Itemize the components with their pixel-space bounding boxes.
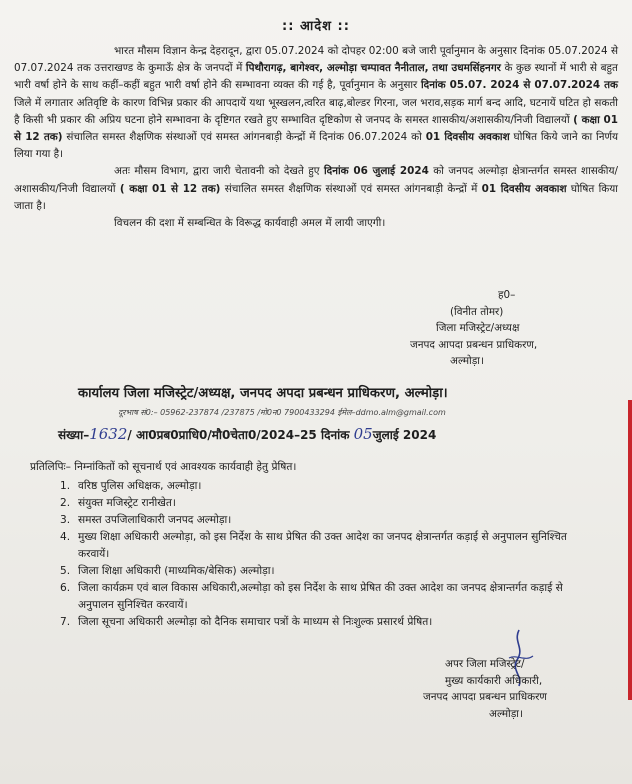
- list-number: 7.: [60, 616, 71, 628]
- list-text: वरिष्ठ पुलिस अधिक्षक, अल्मोड़ा।: [78, 480, 202, 492]
- ref-number-handwritten: 1632: [89, 425, 128, 443]
- paragraph-1: [14, 43, 618, 163]
- copy-to-list: [60, 478, 592, 631]
- signatory-place: अल्मोड़ा।: [489, 707, 523, 720]
- signatory-designation: अपर जिला मजिस्ट्रेट/: [445, 658, 525, 670]
- list-item: [60, 495, 592, 512]
- list-text: मुख्य शिक्षा अधिकारी अल्मोड़ा, को इस निर्देश के साथ प्रेषित की उक्त आदेश का जनपद क्षेत्रान्तर्गत कड़ाई से अनुपालन सुनिश्चित करवायें।: [78, 531, 567, 560]
- district-names: पिथौरागढ़, बागेश्वर, अल्मोड़ा चम्पावत नैनीताल, तथा उधमसिंहनगर: [245, 62, 501, 75]
- signatory-place: अल्मोड़ा।: [450, 355, 484, 367]
- text-run: को जनपद अल्मोड़ा क्षेत्रान्तर्गत समस्त शासकीय/अशासकीय/निजी विद्यालयों: [14, 165, 618, 195]
- holiday-text: 01 दिवसीय अवकाश: [481, 182, 567, 195]
- text-run: अतः मौसम विभाग, द्वारा जारी चेतावनी को देखते हुए: [114, 165, 324, 178]
- class-range: ( कक्षा 01 से 12 तक): [14, 113, 618, 144]
- signatory-role: मुख्य कार्यकारी अधिकारी,: [445, 674, 543, 687]
- text-run: जिले में लगातार अतिवृष्टि के कारण विभिन्न प्रकार की आपदायें यथा भूस्खलन,त्वरित बाढ़,बोल्डर गिरना, जल भराव,सड़क मार्ग बन्द आदि, घटनायें घटित हो सकती है किसी भी प्रकार की अप्रिय घटना होने सम्भावना के दृष्टिगत रखते हुए सम्भावित दृष्टिकोण से जनपद के समस्त शासकीय/अशासकीय/निजी विद्यालयों: [14, 96, 618, 126]
- signature-block-dm: [410, 287, 537, 370]
- signatory-authority: जनपद आपदा प्रबन्धन प्राधिकरण,: [410, 338, 538, 351]
- ref-middle: / आ0प्रब0प्राधि0/मौ0चेता0/2024–25 दिनांक: [127, 428, 354, 442]
- copy-to-title: प्रतिलिपिः– निम्नांकितों को सूचनार्थ एवं आवश्यक कार्यवाही हेतु प्रेषित।: [30, 461, 297, 473]
- ref-prefix: संख्या–: [58, 428, 90, 442]
- text-run: भारत मौसम विज्ञान केन्द्र देहरादून, द्वारा 05.07.2024 को दोपहर 02:00 बजे जारी पूर्वानुमान के अनुसार दिनांक 05.07.2024 से 07.07.2024 तक उत्तराखण्ड के कुमाऊँ क्षेत्र के जनपदों में: [14, 45, 618, 75]
- list-item: [60, 529, 592, 563]
- list-item: [60, 512, 592, 529]
- class-range: ( कक्षा 01 से 12 तक): [119, 182, 221, 195]
- paragraph-3: विचलन की दशा में सम्बन्धित के विरूद्ध कार्यवाही अमल में लायी जाएगी।: [114, 217, 386, 230]
- list-number: 4.: [60, 531, 71, 543]
- ref-day-handwritten: 05: [353, 425, 373, 443]
- list-number: 1.: [60, 480, 71, 492]
- page-edge-red-strip: [628, 400, 632, 700]
- paragraph-2: [14, 163, 618, 215]
- list-text: जिला शिक्षा अधिकारी (माध्यमिक/बेसिक) अल्मोड़ा।: [78, 565, 275, 577]
- reference-line: [58, 425, 436, 443]
- order-title: :: आदेश ::: [282, 19, 350, 34]
- list-item: [60, 478, 592, 495]
- list-text: जिला सूचना अधिकारी अल्मोड़ा को दैनिक समाचार पत्रों के माध्यम से निःशुल्क प्रसारर्थ प्रेषित।: [78, 616, 433, 628]
- list-number: 3.: [60, 514, 71, 526]
- order-body: [14, 43, 618, 232]
- signed-mark: ह0–: [498, 289, 516, 301]
- signatory-designation: जिला मजिस्ट्रेट/अध्यक्ष: [436, 322, 520, 334]
- list-number: 6.: [60, 582, 71, 594]
- holiday-text: 01 दिवसीय अवकाश: [425, 131, 510, 144]
- signatory-name: (विनीत तोमर): [450, 305, 504, 318]
- list-text: समस्त उपजिलाधिकारी जनपद अल्मोड़ा।: [78, 514, 232, 526]
- holiday-date: दिनांक 06 जुलाई 2024: [323, 165, 429, 178]
- text-run: घोषित किया जाता है।: [14, 182, 618, 212]
- date-range: दिनांक 05.07. 2024 से 07.07.2024 तक: [420, 79, 618, 92]
- ref-suffix: जुलाई 2024: [372, 428, 437, 442]
- text-run: घोषित किये जाने का निर्णय लिया गया है।: [14, 131, 618, 161]
- signatory-authority: जनपद आपदा प्रबन्धन प्राधिकरण: [423, 691, 547, 703]
- list-item: [60, 563, 592, 580]
- text-run: के कुछ स्थानों में भारी से बहुत भारी वर्षा होने के साथ कहीं–कहीं बहुत भारी वर्षा होने की सम्भावना व्यक्त की गई है, पूर्वानुमान के अनुसार: [14, 62, 618, 92]
- contact-line: दूरभाष सं0:– 05962-237874 /237875 /मो0न0 7900433294 ईमेल–ddmo.alm@gmail.com: [118, 408, 446, 417]
- text-run: संचालित समस्त शैक्षणिक संस्थाओं एवं समस्त आंगनबाड़ी केन्द्रों में दिनांक 06.07.2024 को: [62, 131, 426, 144]
- office-header: कार्यालय जिला मजिस्ट्रेट/अध्यक्ष, जनपद अपदा प्रबन्धन प्राधिकरण, अल्मोड़ा।: [78, 386, 448, 401]
- text-run: संचालित समस्त शैक्षणिक संस्थाओं एवं समस्त आंगनबाड़ी केन्द्रों में: [220, 182, 482, 195]
- list-number: 5.: [60, 565, 71, 577]
- list-text: संयुक्त मजिस्ट्रेट रानीखेत।: [78, 497, 176, 509]
- list-text: जिला कार्यक्रम एवं बाल विकास अधिकारी,अल्मोड़ा को इस निर्देश के साथ प्रेषित की उक्त आदेश का जनपद क्षेत्रान्तर्गत कड़ाई से अनुपालन सुनिश्चित करवायें।: [78, 582, 563, 611]
- list-item: [60, 580, 592, 614]
- list-number: 2.: [60, 497, 71, 509]
- signature-block-adm: [423, 656, 547, 722]
